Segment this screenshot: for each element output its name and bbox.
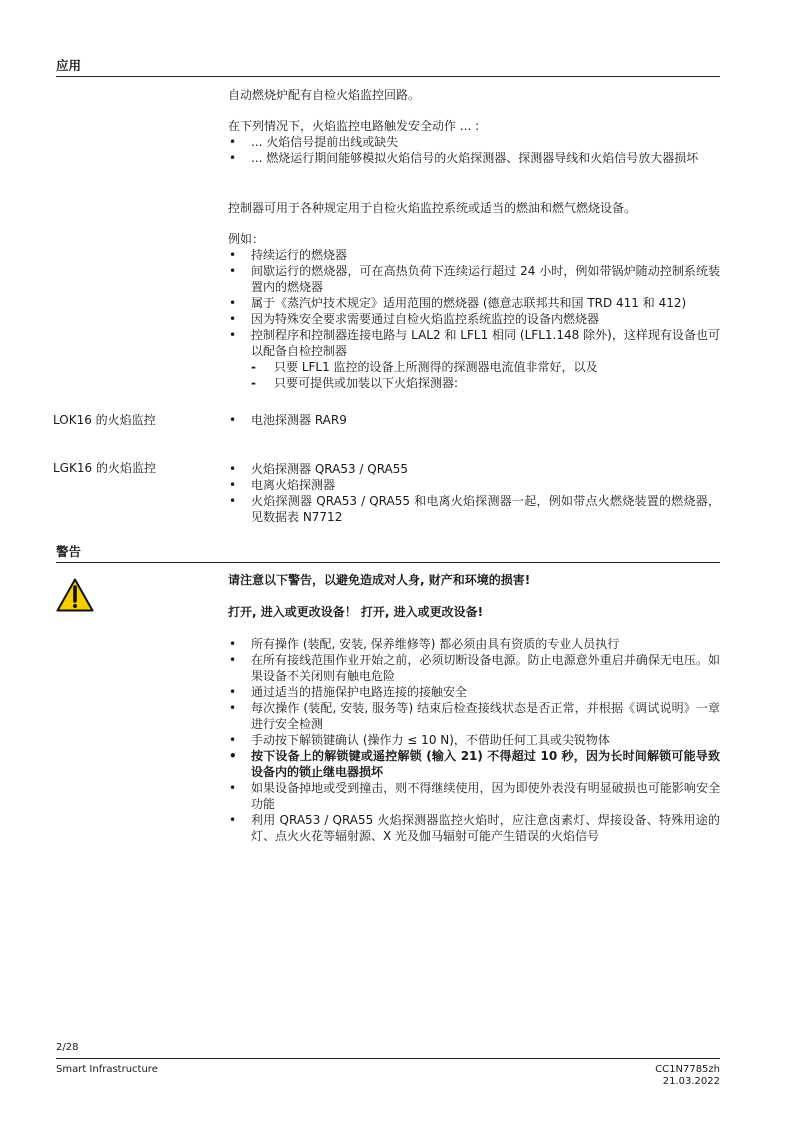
lok16-label: LOK16 的火焰监控	[53, 413, 156, 427]
trigger-lead: 在下列情况下，火焰监控电路触发安全动作 ... :	[228, 119, 480, 133]
list-item: • 属于《蒸汽炉技术规定》适用范围的燃烧器 (德意志联邦共和国 TRD 411 和 412)	[228, 295, 720, 311]
page-number: 2/28	[56, 1042, 79, 1053]
warning-headline-1: 请注意以下警告，以避免造成对人身, 财产和环境的损害!	[228, 573, 531, 587]
section-title-warning: 警告	[56, 544, 720, 563]
footer-date: 21.03.2022	[662, 1076, 720, 1087]
list-item: • 如果设备掉地或受到撞击，则不得继续使用，因为即使外表没有明显破损也可能影响安全功能	[228, 780, 720, 812]
list-item: • 火焰探测器 QRA53 / QRA55 和电离火焰探测器一起，例如带点火燃烧装置的燃烧器，见数据表 N7712	[228, 493, 720, 525]
list-item: • 所有操作 (装配, 安装, 保养维修等) 都必须由具有资质的专业人员执行	[228, 636, 720, 652]
list-item: • 电池探测器 RAR9	[228, 412, 720, 428]
lgk16-list	[228, 461, 720, 525]
sub-list	[251, 359, 720, 391]
lok16-list	[228, 412, 720, 428]
list-item: • 每次操作 (装配, 安装, 服务等) 结束后检查接线状态是否正常，并根据《调试说明》一章进行安全检测	[228, 700, 720, 732]
list-item: • 持续运行的燃烧器	[228, 247, 720, 263]
list-item	[228, 327, 720, 391]
sub-list-item: - 只要可提供或加装以下火焰探测器:	[251, 375, 720, 391]
footer-doc-id: CC1N7785zh	[655, 1064, 720, 1075]
list-item: • 因为特殊安全要求需要通过自检火焰监控系统监控的设备内燃烧器	[228, 311, 720, 327]
list-item: • 利用 QRA53 / QRA55 火焰探测器监控火焰时，应注意卤素灯、焊接设备、特殊用途的灯、点火火花等辐射源、X 光及伽马辐射可能产生错误的火焰信号	[228, 812, 720, 844]
list-item-emphasis: • 按下设备上的解锁键或遥控解锁 (输入 21) 不得超过 10 秒，因为长时间解锁可能导致设备内的锁止继电器损坏	[228, 748, 720, 780]
lgk16-label: LGK16 的火焰监控	[53, 461, 156, 475]
examples-block	[228, 231, 720, 391]
trigger-list	[228, 134, 720, 166]
sub-list-item: - 只要 LFL1 监控的设备上所测得的探测器电流值非常好，以及	[251, 359, 720, 375]
warning-headline-2: 打开, 进入或更改设备！ 打开, 进入或更改设备!	[228, 605, 484, 619]
trigger-block	[228, 118, 720, 166]
list-item: • 通过适当的措施保护电路连接的接触安全	[228, 684, 720, 700]
warning-triangle-icon	[56, 578, 94, 612]
list-item-text: 控制程序和控制器连接电路与 LAL2 和 LFL1 相同 (LFL1.148 除外)，这样现有设备也可以配备自检控制器	[251, 328, 720, 358]
warning-list	[228, 636, 720, 844]
list-item: • 电离火焰探测器	[228, 477, 720, 493]
footer-divider	[56, 1058, 720, 1059]
controller-note: 控制器可用于各种规定用于自检火焰监控系统或适当的燃油和燃气燃烧设备。	[228, 201, 637, 215]
list-item: • ... 火焰信号提前出线或缺失	[228, 134, 720, 150]
section-title-application: 应用	[56, 58, 720, 77]
intro-text: 自动燃烧炉配有自检火焰监控回路。	[228, 88, 421, 102]
list-item: • ... 燃烧运行期间能够模拟火焰信号的火焰探测器、探测器导线和火焰信号放大器损坏	[228, 150, 720, 166]
examples-list	[228, 247, 720, 391]
examples-lead: 例如：	[228, 232, 265, 246]
footer-company: Smart Infrastructure	[56, 1064, 158, 1075]
list-item: • 手动按下解锁键确认 (操作力 ≤ 10 N)，不借助任何工具或尖锐物体	[228, 732, 720, 748]
list-item: • 火焰探测器 QRA53 / QRA55	[228, 461, 720, 477]
list-item: • 间歇运行的燃烧器，可在高热负荷下连续运行超过 24 小时，例如带锅炉随动控制系统装置内的燃烧器	[228, 263, 720, 295]
list-item: • 在所有接线范围作业开始之前，必须切断设备电源。防止电源意外重启并确保无电压。如果设备不关闭则有触电危险	[228, 652, 720, 684]
